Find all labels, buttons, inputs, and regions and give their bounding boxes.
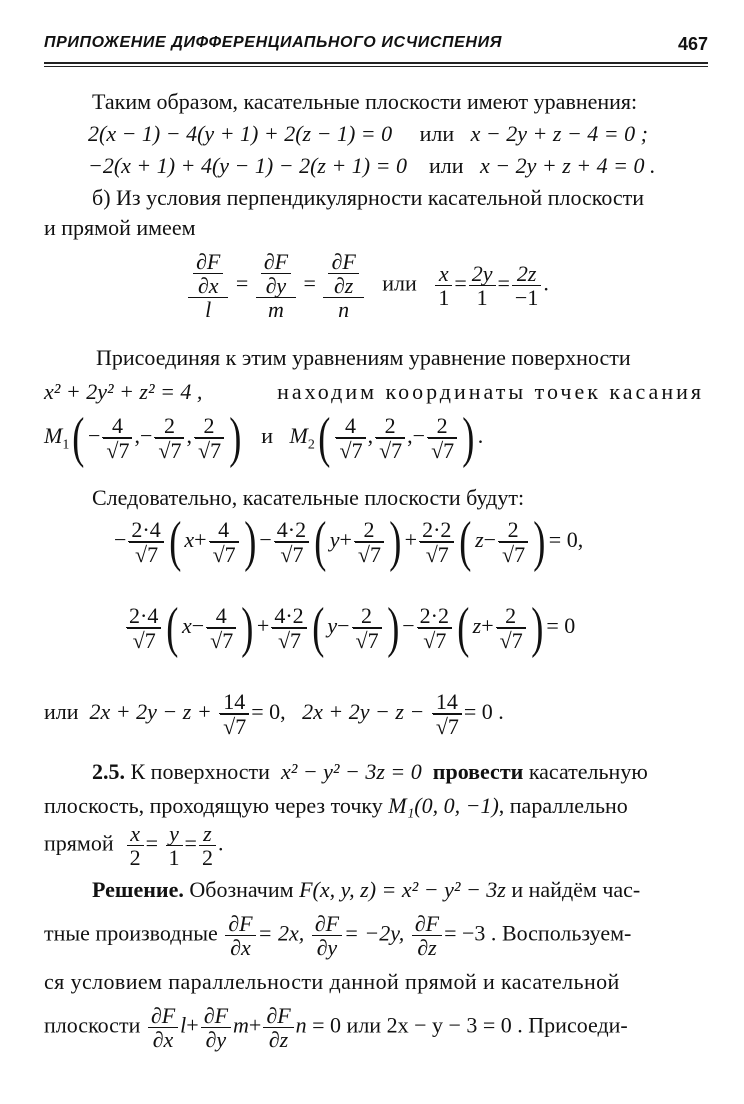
- solution-line-3: ся условием параллельности данной прямой и касательной: [44, 969, 620, 994]
- fraction-z: $\frac{\frac{\partial F}{\partial z}}{n}$: [323, 250, 363, 321]
- problem-line-1: 2.5. К поверхности x² − y² − 3z = 0 провести касательную: [92, 759, 648, 784]
- hence-text: Следовательно, касательные плоскости будут:: [92, 485, 525, 510]
- solution-line-1: Решение. Обозначим F(x, y, z) = x² − y² − 3z и найдём час-: [92, 877, 641, 902]
- tangent-plane-equation-1: − 2·4 √ 7 ( x+ 4 √ 7 ) − 4·2 √ 7 ( y+ 2 √ 7 ) + 2·2 √ 7 ( z− 2 √ 7 ) = 0,: [114, 516, 583, 568]
- fraction-y: $\frac{\frac{\partial F}{\partial y}}{m}$: [256, 250, 296, 321]
- tangent-plane-equation-2: 2·4 √ 7 ( x− 4 √ 7 ) + 4·2 √ 7 ( y− 2 √ 7 ) − 2·2 √ 7 ( z+ 2 √ 7 ) = 0: [124, 602, 575, 654]
- header-rule-top: [44, 62, 708, 64]
- part-b-line-1: б) Из условия перпендикулярности касательной плоскости: [92, 185, 645, 210]
- tangent-points: $M_1$( − 4 √ 7 ,− 2 √ 7 , 2 √ 7 ) и $M_2$( 4 √ 7 , 2 √ 7 ,− 2 √ 7 ) .: [44, 412, 483, 464]
- intro-text: Таким образом, касательные плоскости имеют уравнения:: [92, 89, 638, 114]
- header-rule-bottom: [44, 66, 708, 67]
- page-number: 467: [677, 34, 708, 54]
- join-text-2: x² + 2y² + z² = 4 , находим координаты точек касания: [44, 379, 704, 404]
- solution-line-2: тные производные $\frac{\partial F}{\partial x}$ = 2x, $\frac{\partial F}{\partial y}$ = −2y, $\frac{\partial F}{\partial z}$ = −3 . Воспользуем-: [44, 911, 632, 961]
- equation-plane-2: −2(x + 1) + 4(y − 1) − 2(z + 1) = 0 или x − 2y + z + 4 = 0 .: [88, 153, 656, 178]
- result-equations: или 2x + 2y − z + 14 √ 7 = 0, 2x + 2y − z − 14 √ 7 = 0 .: [44, 690, 504, 738]
- running-header: [44, 34, 708, 64]
- solution-line-4: плоскости $\frac{\partial F}{\partial x}$ l+ $\frac{\partial F}{\partial y}$ m+ $\frac{\partial F}{\partial z}$ n = 0 или 2x − y − 3 = 0 . Присоеди-: [44, 1003, 628, 1053]
- running-title: ПРИПОЖЕНИЕ ДИФФЕРЕНЦИАПЬНОГО ИСЧИСПЕНИЯ: [44, 34, 502, 51]
- problem-line-2: плоскость, проходящую через точку M₁(0, 0, −1), параллельно: [44, 793, 628, 818]
- join-text-1: Присоединяя к этим уравнениям уравнение поверхности: [96, 345, 631, 370]
- part-b-line-2: и прямой имеем: [44, 215, 196, 240]
- equation-plane-1: 2(x − 1) − 4(y + 1) + 2(z − 1) = 0 или x − 2y + z − 4 = 0 ;: [88, 121, 648, 146]
- problem-line-3: прямой $\frac{x}{2}$ = $\frac{y}{1}$ = $\frac{z}{2}$ .: [44, 821, 224, 871]
- fraction-x: $\frac{\frac{\partial F}{\partial x}}{l}$: [188, 250, 228, 321]
- perpendicularity-equation: $\frac{\frac{\partial F}{\partial x}}{l}$ = $\frac{\frac{\partial F}{\partial y}}{m}$ = $\frac{\frac{\partial F}{\partial z}}{n}$ или $\frac{x}{1}$ = $\frac{2y}{1}$ = $\frac{2z}{-1}$ .: [186, 250, 549, 321]
